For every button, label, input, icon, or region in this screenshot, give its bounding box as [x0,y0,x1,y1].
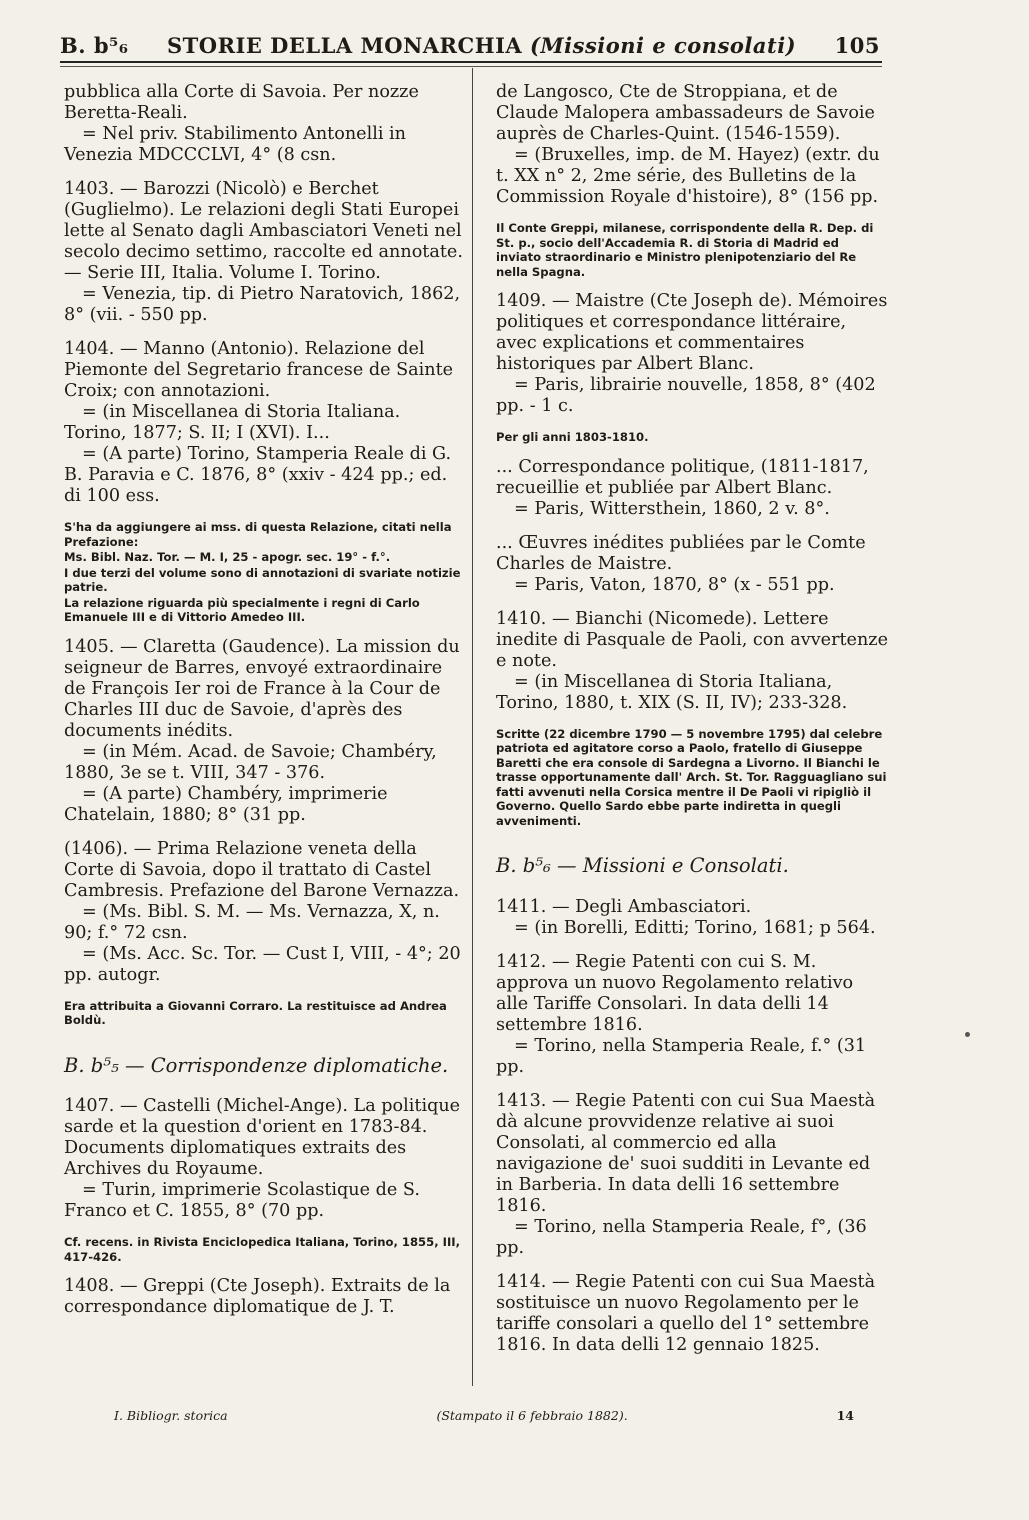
footnote [64,1235,464,1264]
entry-line: = (in Miscellanea di Storia Italiana, Torino, 1880, t. XIX (S. II, IV); 233-328. [496,671,848,713]
page-number: 105 [834,32,880,58]
footnote [64,520,464,625]
entry-line: = Torino, nella Stamperia Reale, f.° (31 pp. [496,1035,867,1077]
entry-line: = Torino, nella Stamperia Reale, f°, (36 pp. [496,1216,867,1258]
bibliography-entry [496,609,888,714]
header-title-italic: (Missioni e consolati) [530,32,797,58]
bibliography-entry [496,291,888,417]
footer-print-date: (Stampato il 6 febbraio 1882). [436,1408,628,1423]
entry-line: ... Œuvres inédites publiées par le Comte Charles de Maistre. [496,532,866,574]
footnote-line: Per gli anni 1803-1810. [496,430,649,444]
page-footer [114,1408,854,1423]
bibliography-entry [64,1096,464,1222]
entry-line: 1408. — Greppi (Cte Joseph). Extraits de la correspondance diplomatique de J. T. [64,1276,451,1317]
entry-line: 1410. — Bianchi (Nicomede). Lettere inedite di Pasquale de Paoli, con avvertenze e note. [496,608,888,671]
footnote-line: I due terzi del volume sono di annotazioni di svariate notizie patrie. [64,565,461,594]
footnote [64,999,464,1028]
bibliography-entry [496,897,888,939]
header-rule-thin [60,66,882,67]
entry-line: = (in Mém. Acad. de Savoie; Chambéry, 1880, 3e se t. VIII, 347 - 376. [64,741,437,783]
footnote-line: Scritte (22 dicembre 1790 — 5 novembre 1795) dal celebre patriota ed agitatore corso a Paolo, fratello di Giuseppe Baretti che era console di Sardegna a Livorno. Il Bianchi le trasse opportunamente dall' Arch. St. Tor. Ragguagliano sui fatti avvenuti nella Corsica mentre il De Paoli vi ripigliò il Governo. Quello Sardo ebbe parte indiretta in quegli avvenimenti. [496,726,887,828]
section-heading [64,1054,464,1077]
bibliography-entry [64,179,464,326]
entry-line: 1411. — Degli Ambasciatori. [496,896,752,917]
entry-line: = (Ms. Bibl. S. M. — Ms. Vernazza, X, n. 90; f.° 72 csn. [64,901,440,943]
bibliography-entry [496,1272,888,1356]
footnote-line: La relazione riguarda più specialmente i regni di Carlo Emanuele III e di Vittorio Amedeo III. [64,595,420,624]
bibliography-entry [496,82,888,208]
footnote-line: Ms. Bibl. Naz. Tor. — M. I, 25 - apogr. sec. 19° - f.°. [64,550,391,564]
entry-line: = Paris, Vaton, 1870, 8° (x - 551 pp. [514,574,835,595]
bibliography-entry [64,82,464,166]
footnote-line: Cf. recens. in Rivista Enciclopedica Italiana, Torino, 1855, III, 417-426. [64,1235,460,1264]
column-divider [472,68,473,1386]
entry-line: = Nel priv. Stabilimento Antonelli in Venezia MDCCCLVI, 4° (8 csn. [64,124,407,165]
entry-line: = Turin, imprimerie Scolastique de S. Franco et C. 1855, 8° (70 pp. [64,1180,420,1221]
header-title: STORIE DELLA MONARCHIA (Missioni e consolati) [167,32,797,58]
bibliography-entry [496,457,888,520]
footer-series: I. Bibliogr. storica [114,1408,228,1423]
entry-line: 1405. — Claretta (Gaudence). La mission du seigneur de Barres, envoyé extraordinaire de François Ier roi de France à la Cour de Charles III duc de Savoie, d'après des documents inédits. [64,636,460,741]
bibliography-entry [496,533,888,596]
header-rule [60,61,882,63]
footnote [496,430,888,445]
entry-line: = (in Borelli, Editti; Torino, 1681; p 564. [514,917,876,938]
entry-line: B. b⁵₆ — Missioni e Consolati. [496,854,789,877]
bibliography-entry [64,637,464,826]
entry-line: = (A parte) Chambéry, imprimerie Chatelain, 1880; 8° (31 pp. [64,783,388,825]
bibliography-entry [64,1276,464,1318]
page-header [60,28,880,62]
entry-line: de Langosco, Cte de Stroppiana, et de Claude Malopera ambassadeurs de Savoie auprès de Charles-Quint. (1546-1559). [496,82,875,144]
entry-line: (1406). — Prima Relazione veneta della Corte di Savoia, dopo il trattato di Castel Cambresis. Prefazione del Barone Vernazza. [64,838,460,901]
right-column [496,82,888,1369]
footnote-line: Il Conte Greppi, milanese, corrispondente della R. Dep. di St. p., socio dell'Accademia R. di Storia di Madrid ed inviato straordinario e Ministro plenipotenziario del Re nella Spagna. [496,221,874,279]
entry-line: ... Correspondance politique, (1811-1817, recueillie et publiée par Albert Blanc. [496,456,869,498]
entry-line: pubblica alla Corte di Savoia. Per nozze Beretta-Reali. [64,82,419,123]
bibliography-entry [496,952,888,1078]
entry-line: = (A parte) Torino, Stamperia Reale di G. B. Paravia e C. 1876, 8° (xxiv - 424 pp.; ed. di 100 ess. [64,444,452,506]
entry-line: 1407. — Castelli (Michel-Ange). La politique sarde et la question d'orient en 1783-84. Documents diplomatiques extraits des Archives du Royaume. [64,1096,461,1179]
entry-line: = (in Miscellanea di Storia Italiana. Torino, 1877; S. II; I (XVI). I... [64,402,401,443]
bibliography-entry [64,839,464,986]
entry-line: = Paris, librairie nouvelle, 1858, 8° (402 pp. - 1 c. [496,375,876,416]
entry-line: = Paris, Wittersthein, 1860, 2 v. 8°. [514,498,830,519]
page-speck [965,1032,970,1037]
entry-line: = (Ms. Acc. Sc. Tor. — Cust I, VIII, - 4°; 20 pp. autogr. [64,943,461,985]
footer-signature-number: 14 [836,1408,854,1423]
entry-line: = (Bruxelles, imp. de M. Hayez) (extr. du t. XX n° 2, 2me série, des Bulletins de la Commission Royale d'histoire), 8° (156 pp. [496,145,880,207]
section-heading [496,854,888,877]
footnote-line: S'ha da aggiungere ai mss. di questa Relazione, citati nella Prefazione: [64,520,452,549]
header-section-mark: B. b⁵₆ [60,32,129,58]
footnote [496,727,888,829]
footnote [496,221,888,279]
entry-line: = Venezia, tip. di Pietro Naratovich, 1862, 8° (vii. - 550 pp. [64,284,461,325]
bibliography-entry [496,1091,888,1259]
entry-line: 1413. — Regie Patenti con cui Sua Maestà dà alcune provvidenze relative ai suoi Consolati, al commercio ed alla navigazione de' suoi sudditi in Levante ed in Barberia. In data delli 16 settembre 1816. [496,1090,876,1216]
bibliography-entry [64,339,464,507]
entry-line: 1414. — Regie Patenti con cui Sua Maestà sostituisce un nuovo Regolamento per le tariffe consolari a quello del 1° settembre 1816. In data delli 12 gennaio 1825. [496,1271,876,1355]
left-column [64,82,464,1331]
entry-line: 1409. — Maistre (Cte Joseph de). Mémoires politiques et correspondance littéraire, avec explications et commentaires historiques par Albert Blanc. [496,291,888,374]
entry-line: 1404. — Manno (Antonio). Relazione del Piemonte del Segretario francese de Sainte Croix; con annotazioni. [64,339,454,401]
footnote-line: Era attribuita a Giovanni Corraro. La restituisce ad Andrea Boldù. [64,998,447,1027]
entry-line: B. b⁵₅ — Corrispondenze diplomatiche. [64,1053,449,1077]
entry-line: 1412. — Regie Patenti con cui S. M. approva un nuovo Regolamento relativo alle Tariffe Consolari. In data delli 14 settembre 1816. [496,951,854,1035]
entry-line: 1403. — Barozzi (Nicolò) e Berchet (Guglielmo). Le relazioni degli Stati Europei lette al Senato dagli Ambasciatori Veneti nel secolo decimo settimo, raccolte ed annotate. — Serie III, Italia. Volume I. Torino. [64,179,463,283]
